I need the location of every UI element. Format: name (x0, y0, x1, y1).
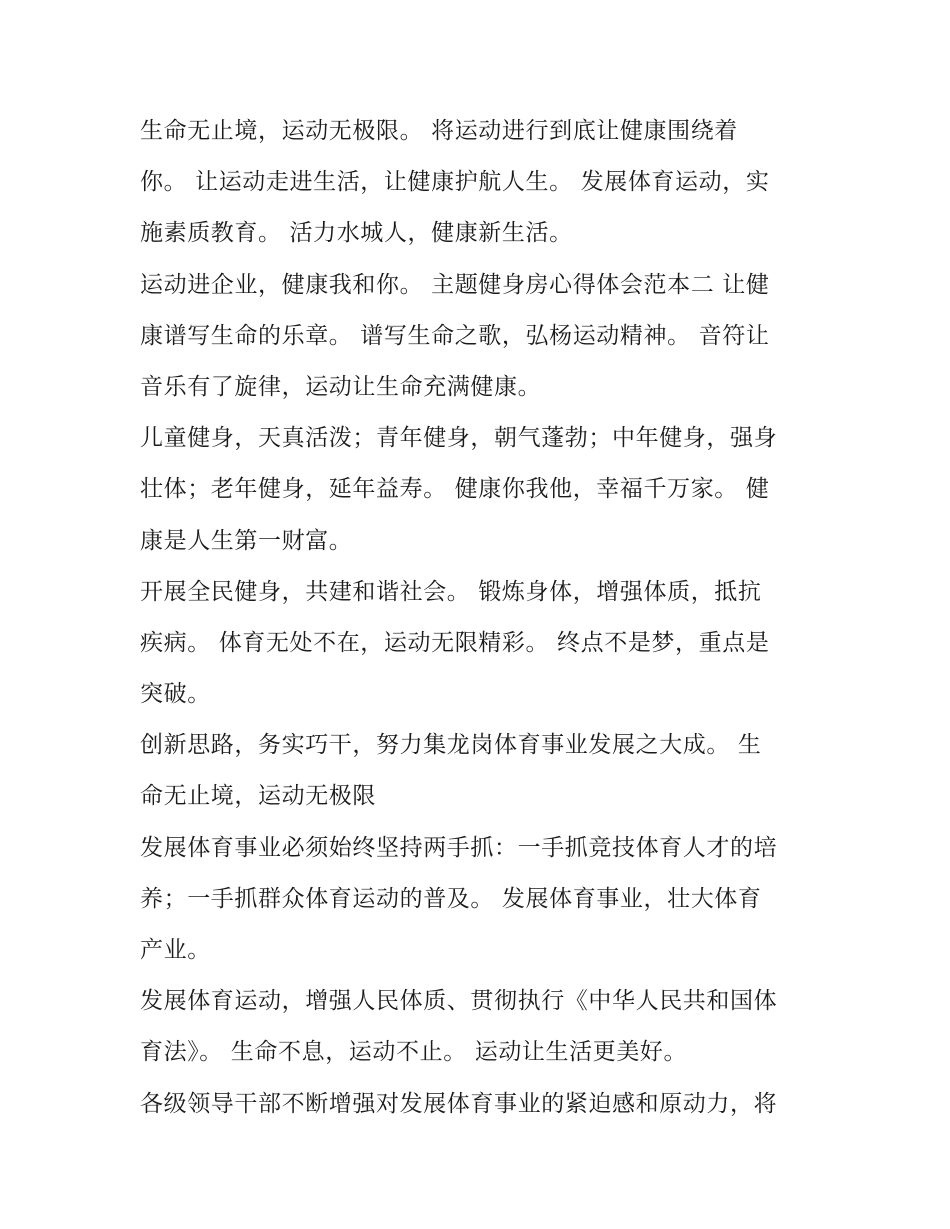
text-line: 你。 让运动走进生活，让健康护航人生。 发展体育运动，实 (140, 169, 770, 196)
text-line: 创新思路，务实巧干，努力集龙岗体育事业发展之大成。 生 (140, 732, 762, 759)
text-line: 发展体育事业必须始终坚持两手抓：一手抓竞技体育人才的培 (140, 834, 778, 861)
text-line: 发展体育运动，增强人民体质、贯彻执行《中华人民共和国体 (140, 988, 778, 1015)
text-line: 产业。 (140, 937, 211, 963)
body-text (140, 107, 820, 1131)
text-line: 儿童健身，天真活泼；青年健身，朝气蓬勃；中年健身，强身 (140, 425, 778, 452)
text-line: 音乐有了旋律，运动让生命充满健康。 (140, 373, 542, 400)
text-line: 突破。 (140, 681, 211, 708)
text-line: 养；一手抓群众体育运动的普及。 发展体育事业，壮大体育 (140, 885, 762, 912)
text-line: 壮体；老年健身，延年益寿。 健康你我他，幸福千万家。 健 (140, 476, 770, 503)
text-line: 各级领导干部不断增强对发展体育事业的紧迫感和原动力，将 (140, 1090, 778, 1117)
text-line: 育法》。 生命不息，运动不止。 运动让生活更美好。 (140, 1039, 688, 1066)
text-line: 施素质教育。 活力水城人，健康新生活。 (140, 220, 573, 247)
text-line: 运动进企业，健康我和你。 主题健身房心得体会范本二 让健 (140, 271, 770, 298)
text-line: 命无止境，运动无极限 (140, 783, 376, 810)
text-line: 康谱写生命的乐章。 谱写生命之歌，弘杨运动精神。 音符让 (140, 322, 770, 349)
text-line: 康是人生第一财富。 (140, 527, 353, 554)
text-line: 疾病。 体育无处不在，运动无限精彩。 终点不是梦，重点是 (140, 629, 770, 656)
text-line: 开展全民健身，共建和谐社会。 锻炼身体，增强体质，抵抗 (140, 578, 762, 605)
text-line: 生命无止境，运动无极限。 将运动进行到底让健康围绕着 (140, 118, 738, 144)
